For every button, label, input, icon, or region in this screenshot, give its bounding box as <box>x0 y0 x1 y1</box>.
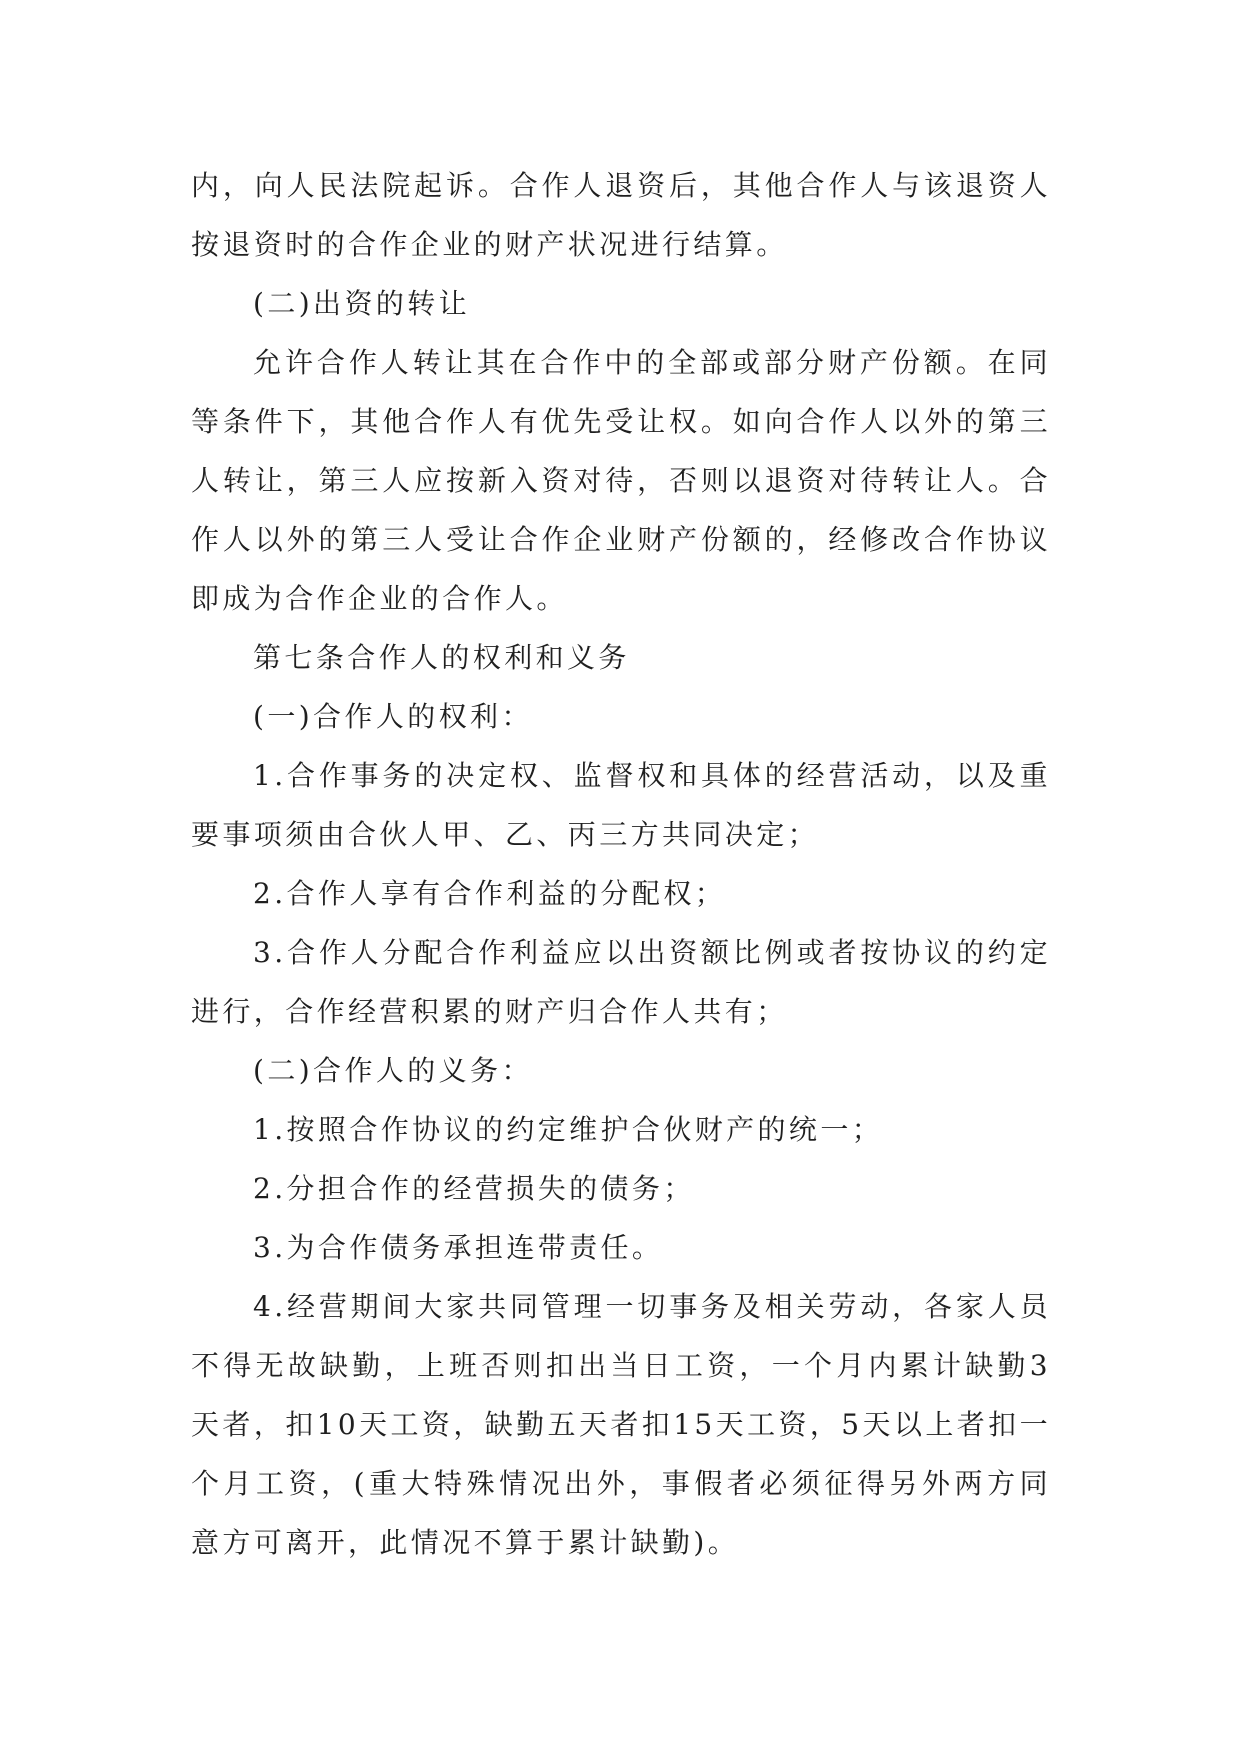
list-item-obligation-1: 1.按照合作协议的约定维护合伙财产的统一； <box>253 1113 884 1146</box>
paragraph-continuation: 内，向人民法院起诉。合作人退资后，其他合作人与该退资人按退资时的合作企业的财产状况进行结算。 <box>191 169 1051 261</box>
section-heading-transfer: (二)出资的转让 <box>253 287 471 320</box>
list-item-right-1: 1.合作事务的决定权、监督权和具体的经营活动，以及重要事项须由合伙人甲、乙、丙三方共同决定； <box>191 759 1051 851</box>
section-heading-obligations: (二)合作人的义务： <box>253 1054 533 1087</box>
list-item-obligation-3: 3.为合作债务承担连带责任。 <box>253 1231 664 1264</box>
list-item-obligation-4: 4.经营期间大家共同管理一切事务及相关劳动，各家人员不得无故缺勤，上班否则扣出当日工资，一个月内累计缺勤3天者，扣10天工资，缺勤五天者扣15天工资，5天以上者扣一个月工资，(重大特殊情况出外，事假者必须征得另外两方同意方可离开，此情况不算于累计缺勤)。 <box>191 1290 1051 1559</box>
list-item-right-3: 3.合作人分配合作利益应以出资额比例或者按协议的约定进行，合作经营积累的财产归合作人共有； <box>191 936 1051 1028</box>
document-body <box>191 156 1051 1572</box>
section-heading-rights: (一)合作人的权利： <box>253 700 533 733</box>
list-item-right-2: 2.合作人享有合作利益的分配权； <box>253 877 727 910</box>
paragraph-transfer-rules: 允许合作人转让其在合作中的全部或部分财产份额。在同等条件下，其他合作人有优先受让权。如向合作人以外的第三人转让，第三人应按新入资对待，否则以退资对待转让人。合作人以外的第三人受让合作企业财产份额的，经修改合作协议即成为合作企业的合作人。 <box>191 346 1051 615</box>
article-heading: 第七条合作人的权利和义务 <box>253 641 630 674</box>
list-item-obligation-2: 2.分担合作的经营损失的债务； <box>253 1172 695 1205</box>
